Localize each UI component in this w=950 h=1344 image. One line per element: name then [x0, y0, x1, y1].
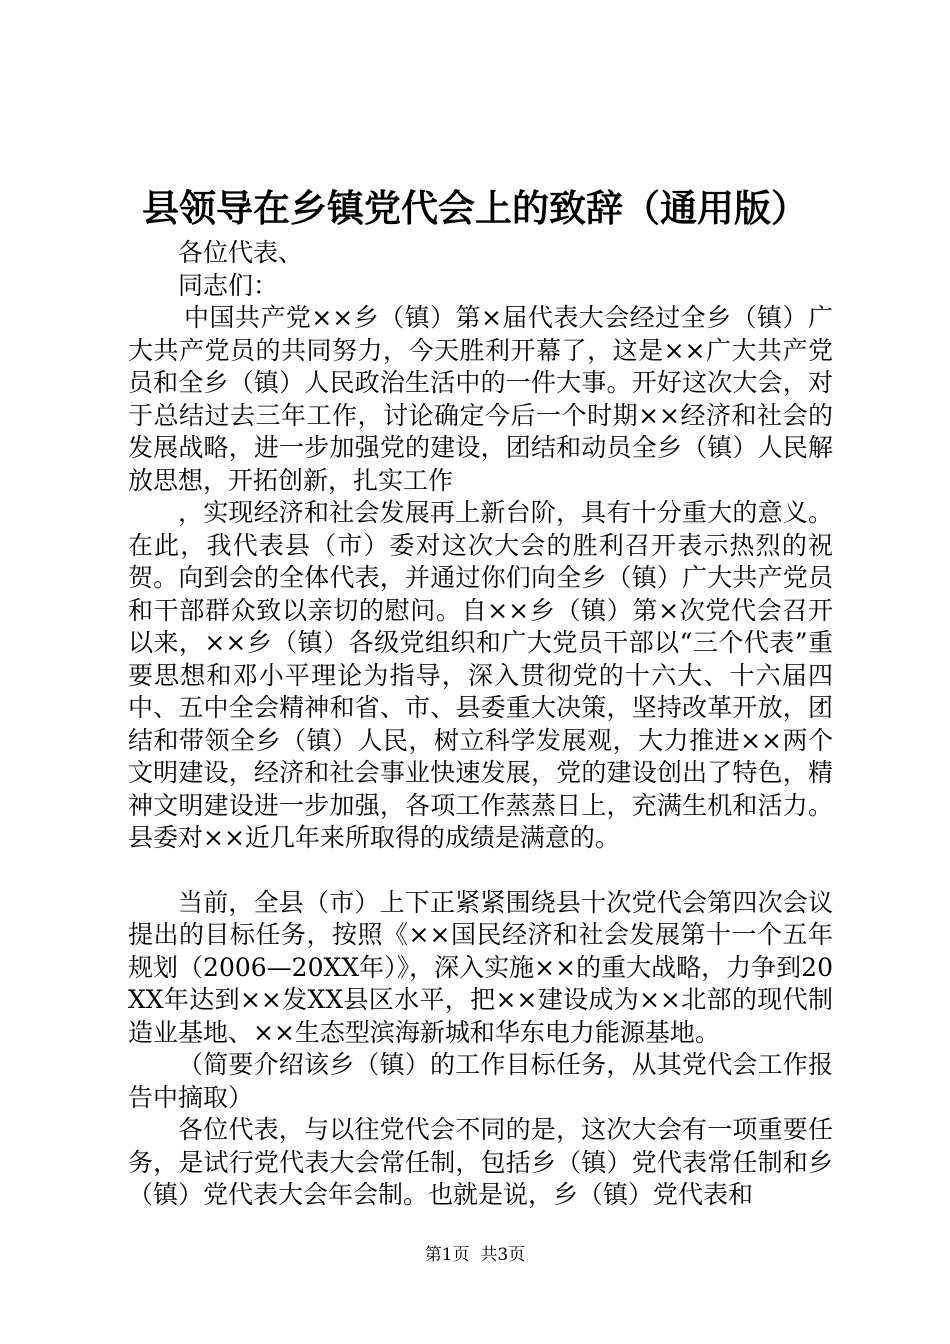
salutation-line-2: 同志们：: [178, 270, 279, 300]
page-total: 共3页: [480, 1245, 526, 1265]
salutation-line-1: 各位代表、: [178, 238, 304, 267]
paragraph-4: （简要介绍该乡（镇）的工作目标任务，从其党代会工作报告中摘取）: [128, 1050, 833, 1112]
document-body: [128, 237, 833, 1212]
document-title: 县领导在乡镇党代会上的致辞（通用版）: [142, 186, 808, 230]
page-number: 第1页: [424, 1245, 470, 1265]
paragraph-spacer: [128, 855, 833, 887]
paragraph-1: 中国共产党××乡（镇）第×届代表大会经过全乡（镇）广大共产党员的共同努力，今天胜利开幕了，这是××广大共产党员和全乡（镇）人民政治生活中的一件大事。开好这次大会，对于总结过去三年工作，讨论确定今后一个时期××经济和社会的发展战略，进一步加强党的建设，团结和动员全乡（镇）人民解放思想，开拓创新，扎实工作: [128, 303, 833, 495]
paragraph-3: 当前，全县（市）上下正紧紧围绕县十次党代会第四次会议提出的目标任务，按照《××国民经济和社会发展第十一个五年规划（2006—20XX年）》，深入实施××的重大战略，力争到20XX年达到××发XX县区水平，把××建设成为××北部的现代制造业基地、××生态型滨海新城和华东电力能源基地。: [128, 887, 833, 1047]
page-footer: [0, 1243, 950, 1267]
paragraph-5: 各位代表，与以往党代会不同的是，这次大会有一项重要任务，是试行党代表大会常任制，包括乡（镇）党代表常任制和乡（镇）党代表大会年会制。也就是说，乡（镇）党代表和: [128, 1115, 833, 1209]
paragraph-2: ，实现经济和社会发展再上新台阶，具有十分重大的意义。在此，我代表县（市）委对这次大会的胜利召开表示热烈的祝贺。向到会的全体代表，并通过你们向全乡（镇）广大共产党员和干部群众致以亲切的慰问。自××乡（镇）第×次党代会召开以来，××乡（镇）各级党组织和广大党员干部以“三个代表”重要思想和邓小平理论为指导，深入贯彻党的十六大、十六届四中、五中全会精神和省、市、县委重大决策，坚持改革开放，团结和带领全乡（镇）人民，树立科学发展观，大力推进××两个文明建设，经济和社会事业快速发展，党的建设创出了特色，精神文明建设进一步加强，各项工作蒸蒸日上，充满生机和活力。县委对××近几年来所取得的成绩是满意的。: [128, 498, 833, 852]
